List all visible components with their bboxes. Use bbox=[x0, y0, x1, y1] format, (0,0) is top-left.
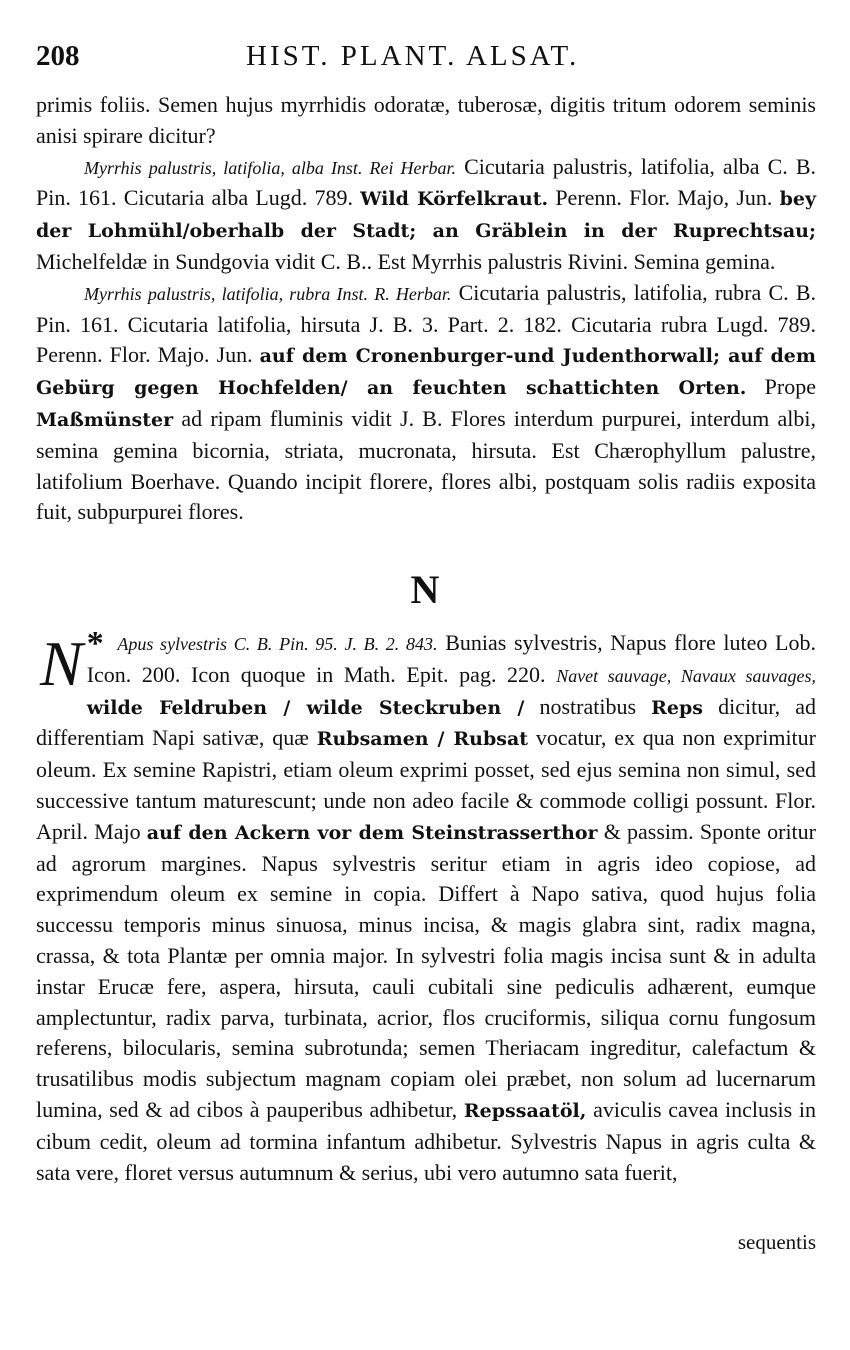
page-header bbox=[36, 40, 814, 80]
species-name: Myrrhis palustris, latifolia, rubra Inst. R. Herbar. bbox=[84, 283, 452, 304]
catchword: sequentis bbox=[737, 1230, 816, 1254]
body-text: aviculis cavea inclusis in cibum cedit, oleum ad tormina infantum adhibetur. Sylvestris Napus in agris culta & sata vere, floret versus autumnum & serius, ubi vero autumno sata fuerit, bbox=[36, 1096, 817, 1185]
prope-text: Prope bbox=[764, 374, 816, 400]
synonyms-text: Bunias sylvestris, Napus flore luteo Lob. Icon. 200. Icon quoque in Math. Epit. pag. 220. bbox=[86, 630, 816, 687]
locality-text: Michelfeldæ in Sundgovia vidit C. B.. Est Myrrhis palustris Rivini. Semina gemina. bbox=[36, 248, 776, 274]
german-name: Rubsamen / Rubsat bbox=[316, 728, 529, 751]
paragraph-primis: primis foliis. Semen hujus myrrhidis odoratæ, tuberosæ, digitis tritum odorem seminis anisi spirare dicitur? bbox=[36, 92, 816, 148]
body-text: & passim. Sponte oritur ad agrorum margines. Napus sylvestris seritur etiam in agris ideo copiose, ad exprimendum oleum ex semine in copia. Differt à Napo sativa, quod hujus folia successu temporis minus sinuosa, minus incisa, & magis glabra sint, radix magna, crassa, & tota Plantæ per omnia major. In sylvestri folia magis incisa sunt & in adulta instar Erucæ fere, aspera, hirsuta, cauli cubitali sine pediculis adhærent, eumque amplectuntur, radix parva, turbinata, acrior, flos cruciformis, siliqua cornu fungosum referens, bilocularis, semina subrotunda; semen Theriacam ingreditur, calefactum & trusatilibus modis subjectum magnam copiam olei præbet, non solum ad lucernarum lumina, sed & ad cibos à pauperibus adhibetur, bbox=[36, 818, 816, 1122]
paragraph-myrrhis-alba bbox=[36, 152, 816, 278]
flowering-text: Perenn. Flor. Majo, Jun. bbox=[555, 185, 773, 211]
asterisk-marker: * bbox=[86, 625, 104, 662]
german-name: Repssaatöl, bbox=[463, 1099, 587, 1122]
german-locality: bey der Lohmühl/oberhalb der Stadt; an Gräblein in der Ruprechtsau; bbox=[36, 188, 817, 243]
german-name: Wild Körfelkraut. bbox=[360, 188, 549, 211]
body-text: nostratibus bbox=[539, 693, 637, 719]
body-text: vocatur, ex qua non exprimitur oleum. Ex semine Rapistri, etiam oleum exprimi posset, sed ejus semina non simul, sed successive tantum maturescunt; unde non adeo facile & commode colligi possunt. Flor. April. Majo bbox=[36, 725, 816, 844]
paragraph-myrrhis-rubra bbox=[36, 278, 816, 528]
running-head: HIST. PLANT. ALSAT. bbox=[246, 40, 580, 72]
french-name: Navet sauvage, Navaux sauvages, bbox=[556, 665, 816, 686]
german-placename: Maßmünster bbox=[36, 408, 174, 431]
section-letter: N bbox=[410, 567, 440, 612]
paragraph-napus bbox=[36, 625, 817, 1188]
page-number: 208 bbox=[36, 40, 80, 72]
german-locality: auf dem Cronenburger-und Judenthorwall; auf dem Gebürg gegen Hochfelden/ an feuchten schattichten Orten. bbox=[36, 345, 816, 400]
german-locality: auf den Ackern vor dem Steinstrasserthor bbox=[146, 821, 598, 844]
description-text: ad ripam fluminis vidit J. B. Flores interdum purpurei, interdum albi, semina gemina bicornia, striata, mucronata, hirsuta. Est Chærophyllum palustre, latifolium Boerhave. Quando incipit florere, flores albi, postquam solis radiis exposita fuit, subpurpurei flores. bbox=[36, 405, 816, 525]
body-text: dicitur, ad differentiam Napi sativæ, quæ bbox=[36, 693, 817, 751]
synonyms-text: Cicutaria palustris, latifolia, alba C. B. Pin. 161. Cicutaria alba Lugd. 789. bbox=[36, 153, 816, 211]
drop-cap: N bbox=[40, 628, 83, 699]
german-name: Reps bbox=[651, 696, 704, 719]
german-name: wilde Feldruben / wilde Steckruben / bbox=[86, 696, 525, 719]
species-name: Myrrhis palustris, latifolia, alba Inst. Rei Herbar. bbox=[84, 157, 457, 178]
species-name: Apus sylvestris C. B. Pin. 95. J. B. 2. 843. bbox=[117, 634, 438, 654]
text-block-top bbox=[36, 90, 816, 528]
synonyms-text: Cicutaria palustris, latifolia, rubra C. B. Pin. 161. Cicutaria latifolia, hirsuta J. B. 3. Part. 2. 182. Cicutaria rubra Lugd. 789. Perenn. Flor. Majo. Jun. bbox=[36, 279, 816, 368]
text-block-napus bbox=[36, 625, 817, 1188]
